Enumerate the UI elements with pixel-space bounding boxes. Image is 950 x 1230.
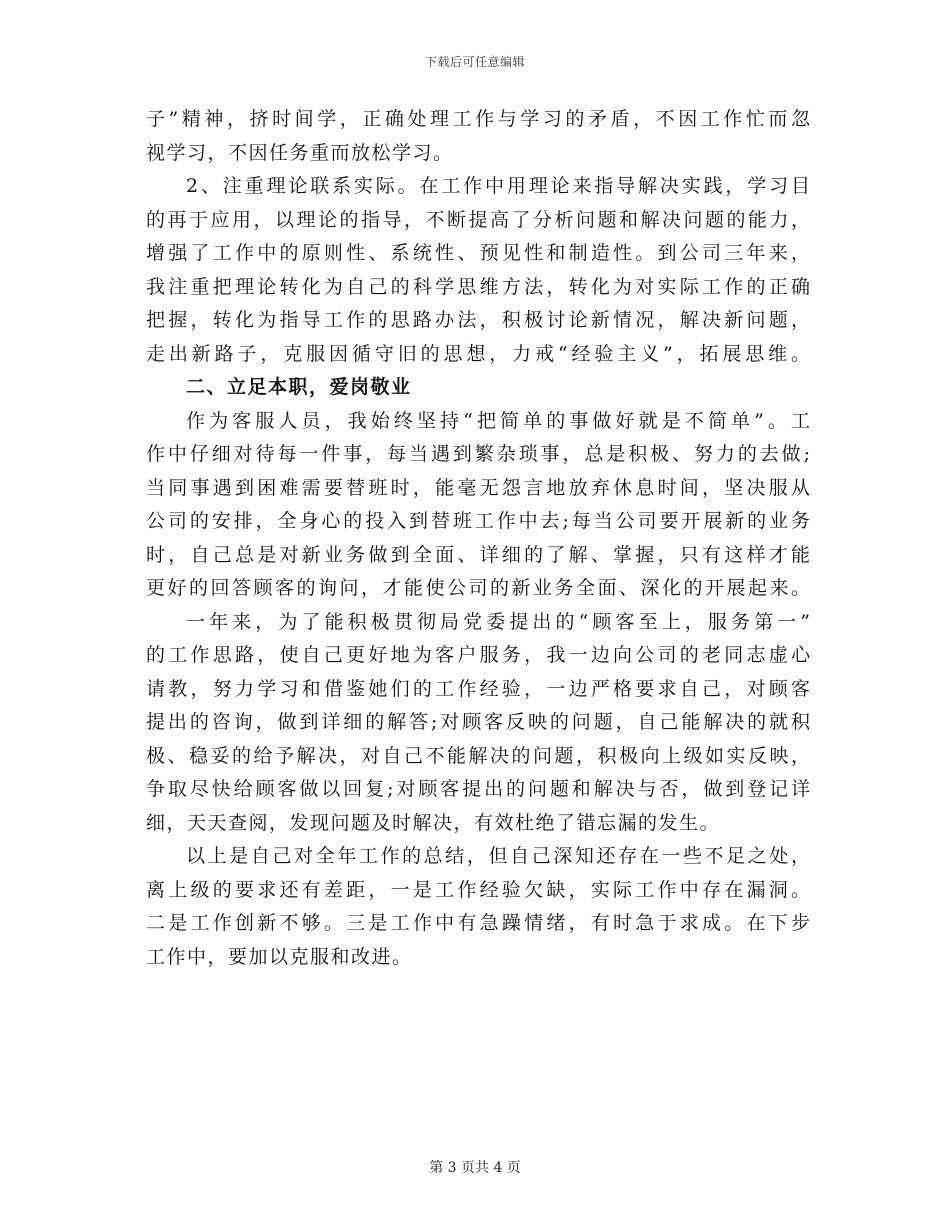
text-line: 请教，努力学习和借鉴她们的工作经验，一边严格要求自己，对顾客: [146, 677, 810, 700]
text-line: 更好的回答顾客的询问，才能使公司的新业务全面、深化的开展起来。: [146, 577, 810, 599]
text-line: 以上是自己对全年工作的总结，但自己深知还存在一些不足之处，: [186, 845, 810, 867]
text-line: 2、注重理论联系实际。在工作中用理论来指导解决实践，学习目: [186, 175, 810, 197]
text-line: 争取尽快给顾客做以回复;对顾客提出的问题和解决与否，做到登记详: [146, 778, 810, 800]
document-body: [146, 103, 810, 974]
text-line: 细，天天查阅，发现问题及时解决，有效杜绝了错忘漏的发生。: [146, 811, 721, 834]
text-line: 工作中，要加以克服和改进。: [146, 945, 413, 968]
text-line: 提出的咨询，做到详细的解答;对顾客反映的问题，自己能解决的就积: [146, 711, 810, 733]
text-line: 公司的安排，全身心的投入到替班工作中去;每当公司要开展新的业务: [146, 510, 810, 532]
text-line: 二是工作创新不够。三是工作中有急躁情绪，有时急于求成。在下步: [146, 912, 810, 934]
text-line: 走出新路子，克服因循守旧的思想，力戒“经验主义”，拓展思维。: [146, 342, 810, 365]
text-line: 当同事遇到困难需要替班时，能毫无怨言地放弃休息时间，坚决服从: [146, 476, 810, 499]
page-footer: 第 3 页共 4 页: [429, 1160, 521, 1176]
text-line: 作中仔细对待每一件事，每当遇到繁杂琐事，总是积极、努力的去做;: [146, 443, 810, 465]
text-line: 视学习，不因任务重而放松学习。: [146, 141, 454, 164]
text-line: 的再于应用，以理论的指导，不断提高了分析问题和解决问题的能力，: [146, 208, 810, 231]
text-line: 的工作思路，使自己更好地为客户服务，我一边向公司的老同志虚心: [146, 644, 810, 666]
text-line: 我注重把理论转化为自己的科学思维方法，转化为对实际工作的正确: [146, 275, 810, 298]
text-line: 极、稳妥的给予解决，对自己不能解决的问题，积极向上级如实反映，: [146, 744, 810, 767]
text-line: 把握，转化为指导工作的思路办法，积极讨论新情况，解决新问题，: [146, 309, 810, 331]
text-line: 增强了工作中的原则性、系统性、预见性和制造性。到公司三年来，: [146, 242, 810, 264]
text-line: 子”精神，挤时间学，正确处理工作与学习的矛盾，不因工作忙而忽: [146, 108, 810, 130]
text-line: 作为客服人员，我始终坚持“把简单的事做好就是不简单”。工: [186, 409, 810, 432]
text-line: 时，自己总是对新业务做到全面、详细的了解、掌握，只有这样才能: [146, 543, 810, 566]
page-header: 下载后可任意编辑: [424, 55, 525, 69]
text-line: 离上级的要求还有差距，一是工作经验欠缺，实际工作中存在漏洞。: [146, 878, 810, 901]
text-line: 一年来，为了能积极贯彻局党委提出的“顾客至上，服务第一”: [186, 610, 810, 633]
section-heading: 二、立足本职，爱岗敬业: [186, 376, 412, 398]
